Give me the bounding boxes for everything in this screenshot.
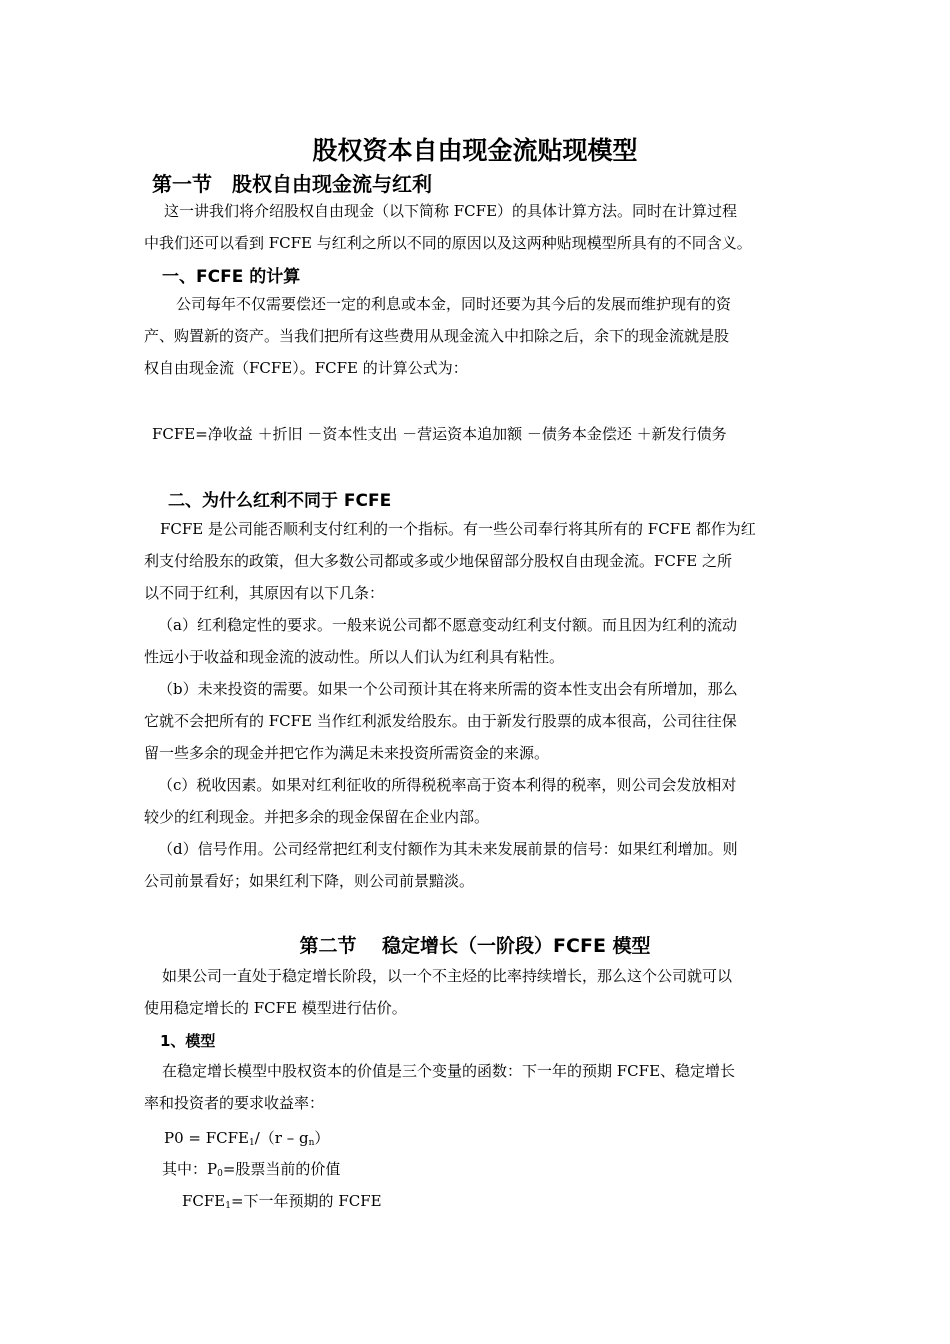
paragraph-line: 率和投资者的要求收益率： [144, 1094, 325, 1112]
paragraph-line: 如果公司一直处于稳定增长阶段，以一个不主烃的比率持续增长，那么这个公司就可以 [162, 967, 733, 985]
eq-text: /（r – g [254, 1129, 309, 1147]
section1-heading: 第一节 股权自由现金流与红利 [152, 172, 432, 196]
part2-body [144, 513, 806, 897]
section2-intro [144, 960, 806, 1024]
eq-subscript: n [308, 1138, 315, 1148]
eq-text: FCFE [182, 1192, 226, 1210]
paragraph-line: （c）税收因素。如果对红利征收的所得税税率高于资本利得的税率，则公司会发放相对 [158, 776, 737, 794]
paragraph-line: 使用稳定增长的 FCFE 模型进行估价。 [144, 999, 407, 1017]
paragraph-line: （d）信号作用。公司经常把红利支付额作为其未来发展前景的信号：如果红利增加。则 [158, 840, 738, 858]
model-heading: 1、模型 [160, 1032, 216, 1050]
eq-text: 其中：P [162, 1160, 218, 1178]
part1-heading: 一、FCFE 的计算 [162, 267, 301, 287]
paragraph-line: 这一讲我们将介绍股权自由现金（以下简称 FCFE）的具体计算方法。同时在计算过程 [164, 202, 738, 220]
definition-fcfe1 [182, 1190, 382, 1211]
paragraph-line: 权自由现金流（FCFE）。FCFE 的计算公式为： [144, 359, 468, 377]
eq-text: =下一年预期的 FCFE [230, 1192, 382, 1210]
paragraph-line: 中我们还可以看到 FCFE 与红利之所以不同的原因以及这两种贴现模型所具有的不同含义。 [144, 234, 752, 252]
paragraph-line: 产、购置新的资产。当我们把所有这些费用从现金流入中扣除之后，余下的现金流就是股 [144, 327, 730, 345]
fcfe-formula: FCFE=净收益 ＋折旧 －资本性支出 －营运资本追加额 －债务本金偿还 ＋新发行债务 [152, 425, 727, 443]
eq-text: =股票当前的价值 [222, 1160, 341, 1178]
eq-subscript: 1 [248, 1138, 255, 1148]
paragraph-line: 公司前景看好；如果红利下降，则公司前景黯淡。 [144, 872, 475, 890]
paragraph-line: FCFE 是公司能否顺利支付红利的一个指标。有一些公司奉行将其所有的 FCFE 都作为红 [160, 520, 756, 538]
eq-subscript: 0 [217, 1169, 223, 1179]
paragraph-line: 较少的红利现金。并把多余的现金保留在企业内部。 [144, 808, 490, 826]
paragraph-line: 在稳定增长模型中股权资本的价值是三个变量的函数：下一年的预期 FCFE、稳定增长 [162, 1062, 736, 1080]
equation-p0 [164, 1127, 329, 1148]
part1-body [144, 288, 806, 384]
eq-text: P0 = FCFE [164, 1129, 249, 1147]
section1-intro [144, 195, 806, 259]
definition-p0 [162, 1158, 340, 1179]
paragraph-line: 留一些多余的现金并把它作为满足未来投资所需资金的来源。 [144, 744, 550, 762]
paragraph-line: 性远小于收益和现金流的波动性。所以人们认为红利具有粘性。 [144, 648, 565, 666]
paragraph-line: （b）未来投资的需要。如果一个公司预计其在将来所需的资本性支出会有所增加，那么 [158, 680, 738, 698]
part2-heading: 二、为什么红利不同于 FCFE [168, 491, 392, 511]
eq-subscript: 1 [225, 1201, 231, 1211]
document-title: 股权资本自由现金流贴现模型 [312, 136, 638, 165]
section2-heading: 第二节 稳定增长（一阶段）FCFE 模型 [299, 935, 651, 957]
paragraph-line: 利支付给股东的政策，但大多数公司都或多或少地保留部分股权自由现金流。FCFE 之所 [144, 552, 733, 570]
paragraph-line: （a）红利稳定性的要求。一般来说公司都不愿意变动红利支付额。而且因为红利的流动 [158, 616, 737, 634]
model-body [144, 1055, 806, 1119]
paragraph-line: 公司每年不仅需要偿还一定的利息或本金，同时还要为其今后的发展而维护现有的资 [176, 295, 732, 313]
paragraph-line: 它就不会把所有的 FCFE 当作红利派发给股东。由于新发行股票的成本很高，公司往往保 [144, 712, 737, 730]
eq-text: ） [314, 1129, 330, 1147]
paragraph-line: 以不同于红利，其原因有以下几条： [144, 584, 385, 602]
